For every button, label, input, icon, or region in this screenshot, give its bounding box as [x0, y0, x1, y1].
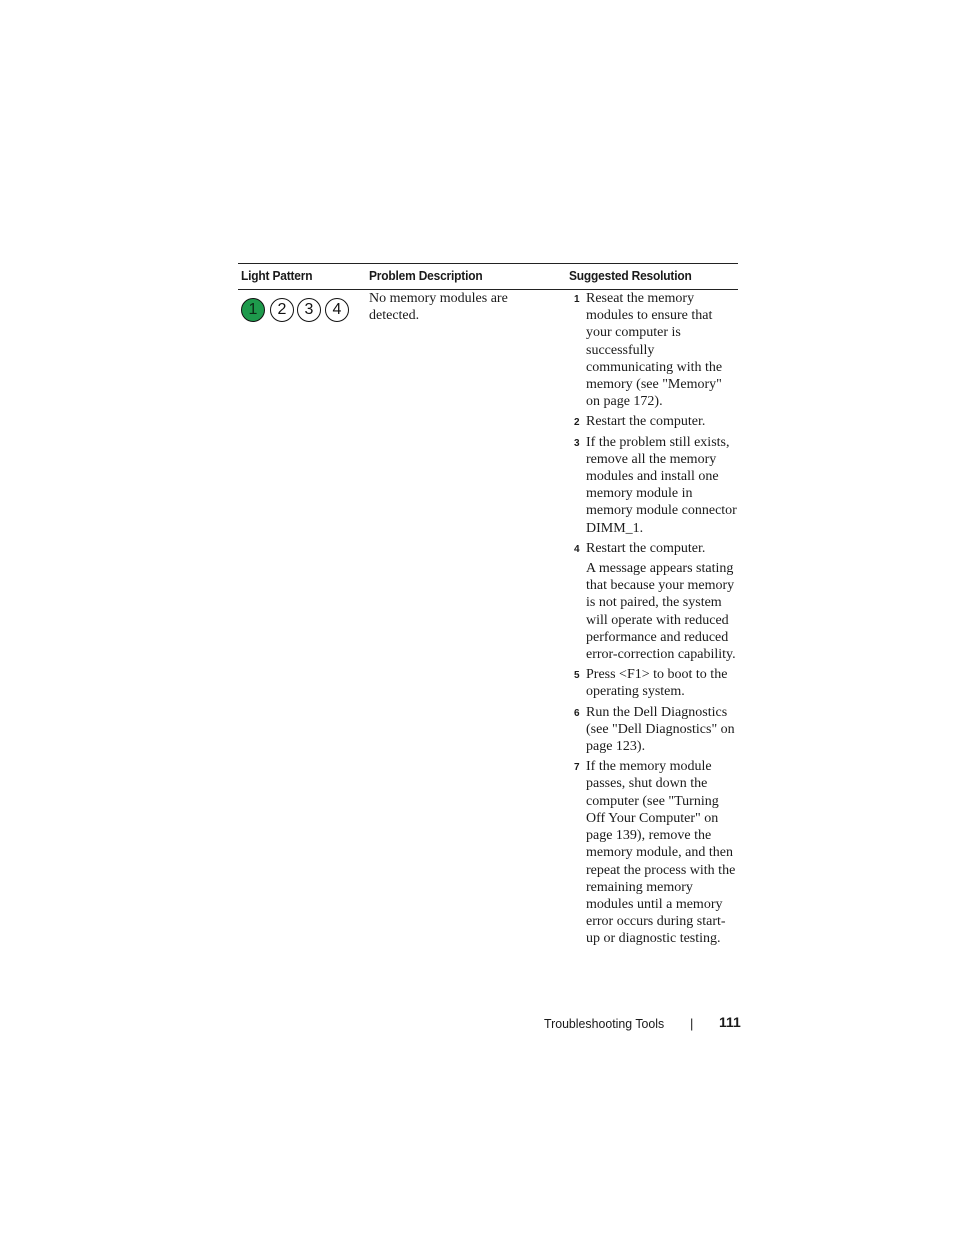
header-suggested-resolution: Suggested Resolution	[569, 268, 692, 283]
header-light-pattern: Light Pattern	[241, 268, 313, 283]
diagnostic-light-4-icon	[325, 298, 349, 322]
step-text: If the memory module passes, shut down the computer (see "Turning Off Your Computer" on page 139), remove the memory module, and then repeat the process with the remaining memory modules until a memory error occurs during start-up or diagnostic testing.	[586, 759, 736, 947]
step-text: Press <F1> to boot to the operating system.	[586, 667, 728, 700]
footer-section-title: Troubleshooting Tools	[544, 1016, 665, 1031]
resolution-steps	[574, 290, 738, 951]
resolution-step	[574, 540, 738, 557]
step-number: 2	[574, 417, 580, 429]
problem-description: No memory modules are detected.	[369, 291, 508, 323]
table-header-row	[238, 263, 738, 290]
diagnostic-light-1-icon	[241, 298, 265, 322]
step-number: 6	[574, 707, 580, 719]
light-label: 2	[277, 301, 287, 318]
light-label: 3	[304, 301, 314, 318]
step-number: 7	[574, 762, 580, 774]
step-number: 3	[574, 437, 580, 449]
resolution-step	[574, 290, 738, 410]
step-number: 4	[574, 543, 580, 555]
step-text: Restart the computer.	[586, 414, 706, 430]
resolution-step	[574, 666, 738, 700]
page-number: 111	[719, 1014, 741, 1030]
step-text: Run the Dell Diagnostics (see "Dell Diagnostics" on page 123).	[586, 704, 735, 755]
diagnostic-light-3-icon	[297, 298, 321, 322]
diagnostic-light-2-icon	[270, 298, 294, 322]
resolution-step	[574, 413, 738, 430]
resolution-step	[574, 704, 738, 756]
step-text: Reseat the memory modules to ensure that your computer is successfully communicating with the memory (see "Memory" on page 172).	[586, 291, 723, 410]
footer-separator: |	[690, 1016, 694, 1031]
step-number: 1	[574, 294, 580, 305]
step-text: If the problem still exists, remove all the memory modules and install one memory module in memory module connector DIMM_1.	[586, 434, 737, 536]
diagnostic-lights-table	[238, 263, 738, 947]
resolution-step	[574, 758, 738, 947]
resolution-step	[574, 434, 738, 537]
light-pattern	[241, 298, 353, 324]
step-number: 5	[574, 670, 580, 682]
light-label: 1	[248, 301, 258, 318]
light-label: 4	[332, 301, 342, 318]
page-footer	[544, 1014, 744, 1034]
step-text: Restart the computer.	[586, 540, 706, 556]
header-problem-description: Problem Description	[369, 268, 483, 283]
step-note: A message appears stating that because your memory is not paired, the system will operate with reduced performance and reduced error-correction capability.	[586, 561, 736, 663]
